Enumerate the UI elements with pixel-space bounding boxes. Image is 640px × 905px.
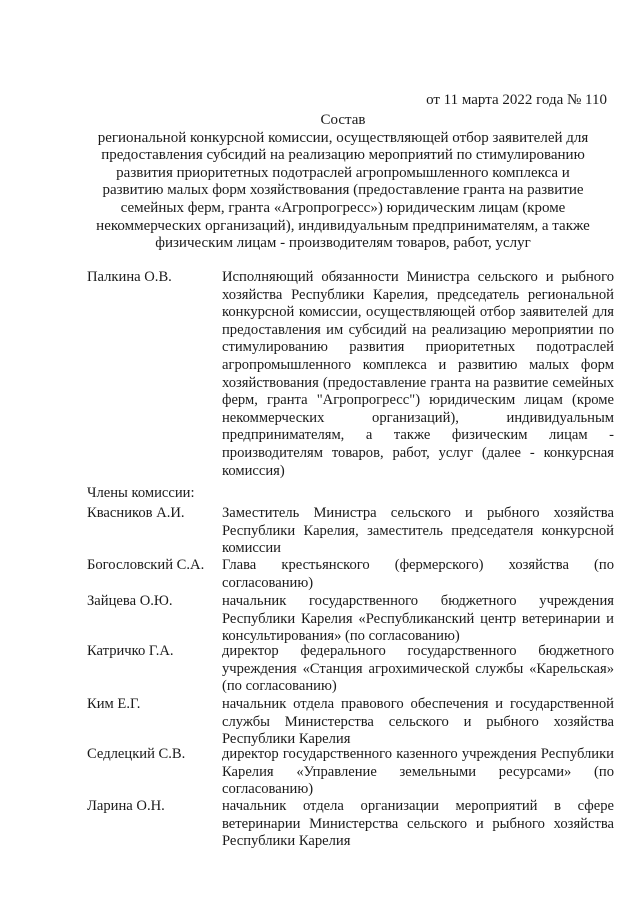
- heading-line: предоставления субсидий на реализацию мероприятий по стимулированию: [101, 147, 585, 164]
- member-description: директор федерального государственного бюджетного учреждения «Станция агрохимической службы «Карельская» (по согласованию): [222, 643, 614, 695]
- member-name: Богословский С.А.: [87, 557, 205, 573]
- chair-name: Палкина О.В.: [87, 269, 172, 285]
- member-name: Квасников А.И.: [87, 505, 185, 521]
- member-name: Ким Е.Г.: [87, 696, 141, 712]
- heading-line: развитию малых форм хозяйствования (предоставление гранта на развитие: [102, 182, 584, 199]
- members-label: Члены комиссии:: [87, 485, 195, 501]
- order-date-line: от 11 марта 2022 года № 110: [426, 92, 607, 108]
- member-description: Заместитель Министра сельского и рыбного хозяйства Республики Карелия, заместитель председателя конкурсной комиссии: [222, 505, 614, 557]
- member-description: начальник отдела правового обеспечения и государственной службы Министерства сельского и рыбного хозяйства Республики Карелия: [222, 696, 614, 748]
- heading-line: семейных ферм, гранта «Агропрогресс») юридическим лицам (кроме: [120, 199, 566, 216]
- heading-line: некоммерческих организаций), индивидуальным предпринимателям, а также: [96, 217, 590, 234]
- document-heading: [84, 112, 602, 253]
- member-name: Ларина О.Н.: [87, 798, 165, 814]
- heading-word: Состав: [320, 112, 366, 128]
- member-name: Седлецкий С.В.: [87, 746, 186, 762]
- member-description: Глава крестьянского (фермерского) хозяйства (по согласованию): [222, 557, 614, 591]
- member-name: Катричко Г.А.: [87, 643, 174, 659]
- heading-line: развития приоритетных подотраслей агропромышленного комплекса и: [116, 164, 570, 181]
- heading-line: физическим лицам - производителям товаров, работ, услуг: [155, 235, 531, 252]
- member-name: Зайцева О.Ю.: [87, 593, 173, 609]
- chair-description: Исполняющий обязанности Министра сельского и рыбного хозяйства Республики Карелия, председатель региональной конкурсной комиссии, осуществляющей отбор заявителей для предоставления им субсидий на реализацию мероприятии по стимулированию развития приоритетных подотраслей агропромышленного комплекса и развитию малых форм хозяйствования (предоставление гранта на развитие семейных ферм, гранта "Агропрогресс") юридическим лицам (кроме некоммерческих организаций), индивидуальным предпринимателям, а также физическим лицам - производителям товаров, работ, услуг (далее - конкурсная комиссия): [222, 269, 614, 479]
- member-description: начальник отдела организации мероприятий в сфере ветеринарии Министерства сельского и рыбного хозяйства Республики Карелия: [222, 798, 614, 850]
- member-description: начальник государственного бюджетного учреждения Республики Карелия «Республиканский центр ветеринарии и консультирования» (по согласованию): [222, 593, 614, 645]
- heading-line: региональной конкурсной комиссии, осуществляющей отбор заявителей для: [97, 129, 589, 146]
- member-description: директор государственного казенного учреждения Республики Карелия «Управление земельными ресурсами» (по согласованию): [222, 746, 614, 798]
